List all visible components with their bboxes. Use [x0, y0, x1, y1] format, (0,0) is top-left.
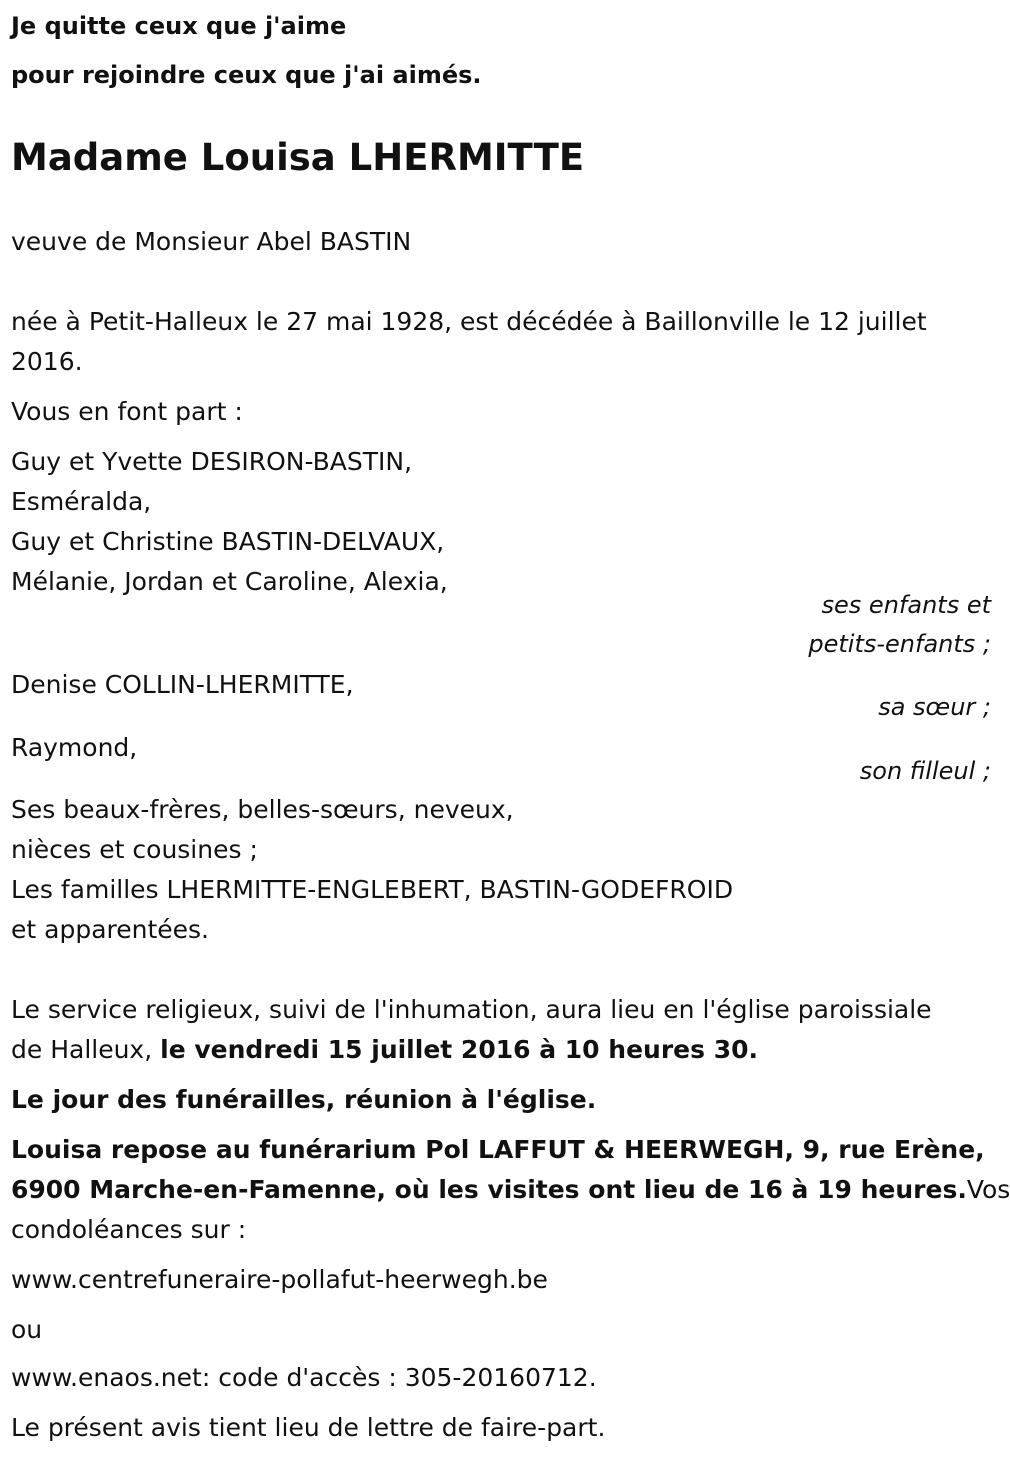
list-item: nièces et cousines ;	[11, 835, 258, 864]
children-relation-1: ses enfants et	[821, 591, 991, 619]
service-date: le vendredi 15 juillet 2016 à 10 heures 30.	[160, 1035, 758, 1064]
birth-death-line-1: née à Petit-Halleux le 27 mai 1928, est décédée à Baillonville le 12 juillet	[11, 307, 927, 336]
visit-hours: 6900 Marche-en-Famenne, où les visites ont lieu de 16 à 19 heures.	[11, 1175, 967, 1204]
widow-line: veuve de Monsieur Abel BASTIN	[11, 227, 412, 256]
epigraph-line-2: pour rejoindre ceux que j'ai aimés.	[11, 61, 482, 89]
list-item: Guy et Yvette DESIRON-BASTIN,	[11, 447, 413, 476]
list-item: Mélanie, Jordan et Caroline, Alexia,	[11, 567, 448, 596]
announce-line: Vous en font part :	[11, 397, 243, 426]
list-item: Guy et Christine BASTIN-DELVAUX,	[11, 527, 445, 556]
family-list	[11, 790, 733, 950]
service-place: de Halleux,	[11, 1035, 161, 1064]
list-item: et apparentées.	[11, 915, 209, 944]
or-text: ou	[11, 1315, 43, 1344]
website-link-1[interactable]: www.centrefuneraire-pollafut-heerwegh.be	[11, 1265, 548, 1294]
epigraph-line-1: Je quitte ceux que j'aime	[11, 12, 347, 40]
godson-name: Raymond,	[11, 733, 138, 762]
notice-line: Le présent avis tient lieu de lettre de faire-part.	[11, 1413, 606, 1442]
godson-relation: son filleul ;	[859, 757, 991, 785]
funerarium-line-3: condoléances sur :	[11, 1215, 247, 1244]
children-relation-2: petits-enfants ;	[808, 630, 991, 658]
website-link-2[interactable]: www.enaos.net: code d'accès : 305-20160712.	[11, 1363, 597, 1392]
funerarium-line-2	[11, 1170, 1010, 1210]
condolences-start: Vos	[966, 1175, 1010, 1204]
list-item: Esméralda,	[11, 487, 152, 516]
children-list	[11, 442, 448, 602]
sister-name: Denise COLLIN-LHERMITTE,	[11, 670, 354, 699]
birth-death-line-2: 2016.	[11, 347, 83, 376]
list-item: Les familles LHERMITTE-ENGLEBERT, BASTIN-GODEFROID	[11, 875, 734, 904]
service-line-2	[11, 1030, 758, 1070]
meeting-line: Le jour des funérailles, réunion à l'église.	[11, 1085, 597, 1114]
funerarium-line-1: Louisa repose au funérarium Pol LAFFUT & HEERWEGH, 9, rue Erène,	[11, 1135, 985, 1164]
deceased-name: Madame Louisa LHERMITTE	[11, 136, 585, 179]
list-item: Ses beaux-frères, belles-sœurs, neveux,	[11, 795, 514, 824]
sister-relation: sa sœur ;	[878, 693, 991, 721]
service-line-1: Le service religieux, suivi de l'inhumation, aura lieu en l'église paroissiale	[11, 995, 932, 1024]
